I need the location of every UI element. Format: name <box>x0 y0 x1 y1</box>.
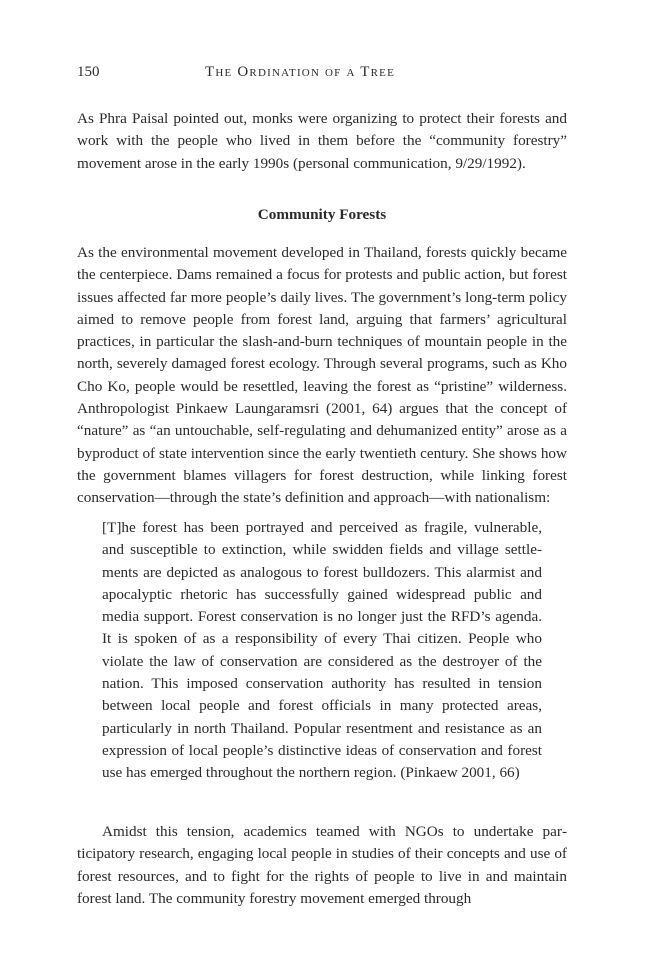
page-number: 150 <box>77 64 100 80</box>
running-head <box>77 64 567 86</box>
paragraph-1: As Phra Paisal pointed out, monks were organizing to protect their forests and work with the people who lived in them before the “community forestry” movement arose in the early 1990s (personal communication, 9/29/1992). <box>77 110 567 172</box>
paragraph-3: Amidst this tension, academics teamed with NGOs to undertake participatory research, engaging local people in studies of their concepts and use of forest resources, and to fight for the rights of people to live in and maintain forest land. The community forestry movement emerged through <box>77 823 567 907</box>
section-heading: Community Forests <box>257 206 387 223</box>
paragraph-2: As the environmental movement developed in Thailand, forests quickly became the centerpiece. Dams remained a focus for protests and public action, but forest issues affected far more people’s daily lives. The government’s long-term policy aimed to remove people from forest land, arguing that farmers’ agricultural practices, in particular the slash-and-burn techniques of mountain people in the north, severely damaged forest ecology. Through several programs, such as Kho Cho Ko, people would be resettled, leaving the forest as “pristine” wilderness. Anthropologist Pinkaew Laungaramsri (2001, 64) argues that the concept of “nature” as “an untouchable, self-regulating and dehumanized entity” arose as a byproduct of state intervention since the early twentieth century. She shows how the government blames villagers for forest destruction, while linking forest conservation—through the state’s definition and approach—with nationalism: <box>77 244 567 507</box>
running-title: The Ordination of a Tree <box>205 64 396 80</box>
block-quote: [T]he forest has been portrayed and perceived as fragile, vulnerable, and susceptible to extinction, while swidden fields and village settlements are depicted as analogous to forest bulldozers. This alarmist and apocalyptic rhetoric has successfully gained widespread public and media support. Forest conservation is no longer just the RFD’s agenda. It is spoken of as a responsibility of every Thai citizen. People who violate the law of conservation are considered as the destroyer of the nation. This imposed conservation authority has resulted in tension between local people and forest officials in many protected areas, particularly in north Thailand. Popular resentment and resistance as an expression of local people’s distinctive ideas of conservation and forest use has emerged throughout the northern region. (Pinkaew 2001, 66) <box>102 519 542 782</box>
